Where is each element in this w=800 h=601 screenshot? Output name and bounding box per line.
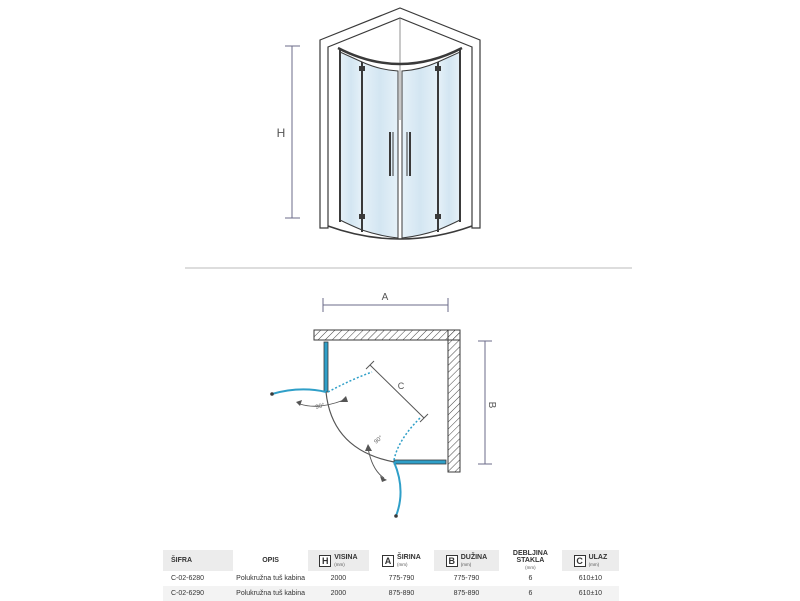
row-code: C-02-6280: [171, 575, 205, 582]
glass-header-unit: (mm): [525, 565, 536, 570]
row-description: Polukružna tuš kabina: [233, 586, 307, 601]
entry-header-unit: (mm): [588, 561, 600, 567]
angle-label-right: 90°: [373, 435, 385, 446]
length-header: [434, 550, 499, 571]
depth-label: B: [486, 401, 497, 409]
plan-view: [270, 292, 497, 518]
row-entry: 610±10: [562, 586, 619, 601]
entry-header-label: ULAZ: [588, 553, 608, 561]
width-header-label: ŠIRINA: [397, 553, 421, 561]
entry-header: [562, 550, 619, 571]
width-header: [369, 550, 434, 571]
glass-header: [499, 550, 562, 571]
height-dimension: [285, 46, 300, 218]
row-height: 2000: [308, 586, 369, 601]
height-header: [308, 550, 369, 571]
width-header-unit: (mm): [397, 561, 408, 567]
spec-table-header: [163, 550, 619, 571]
door-handles: [390, 132, 410, 176]
table-row: [163, 571, 619, 586]
row-glass: 6: [528, 575, 533, 582]
fixed-glass-panels: [324, 342, 446, 464]
length-icon: B: [446, 555, 458, 567]
length-header-label: DUŽINA: [460, 553, 488, 561]
width-icon: A: [382, 555, 394, 567]
height-label: H: [276, 126, 286, 140]
table-row: [163, 586, 619, 601]
row-description: Polukružna tuš kabina: [236, 575, 306, 582]
angle-label-left: 90°: [314, 402, 326, 411]
height-header-unit: (mm): [334, 561, 345, 567]
row-width: 875-890: [369, 586, 434, 601]
bottom-curve: [328, 226, 472, 239]
entry-icon: C: [574, 555, 586, 567]
entry-dimension: [366, 361, 428, 422]
height-header-label: VISINA: [334, 553, 358, 561]
description-header: OPIS: [233, 550, 307, 571]
swing-arrows: [300, 400, 384, 478]
arrow-heads: [296, 396, 387, 482]
row-length: 775-790: [453, 575, 480, 582]
door-swing-paths: [328, 372, 420, 460]
row-entry: 610±10: [578, 575, 603, 582]
plan-walls: [314, 330, 460, 472]
row-glass: 6: [499, 586, 562, 601]
front-view: [277, 8, 480, 239]
height-icon: H: [319, 555, 331, 567]
row-code: C-02-6290: [163, 586, 233, 601]
spec-table: [163, 550, 619, 601]
glass-header-label: DEBLJINA STAKLA: [512, 550, 548, 564]
entry-label: C: [397, 381, 405, 391]
row-length: 875-890: [434, 586, 499, 601]
row-width: 775-790: [388, 575, 415, 582]
open-doors: [272, 389, 401, 516]
code-header: ŠIFRA: [163, 550, 233, 571]
glass-panel-fixed-left: [340, 52, 362, 230]
length-header-unit: (mm): [460, 561, 472, 567]
row-height: 2000: [330, 575, 347, 582]
glass-panel-fixed-right: [438, 52, 460, 230]
width-label: A: [381, 292, 389, 303]
